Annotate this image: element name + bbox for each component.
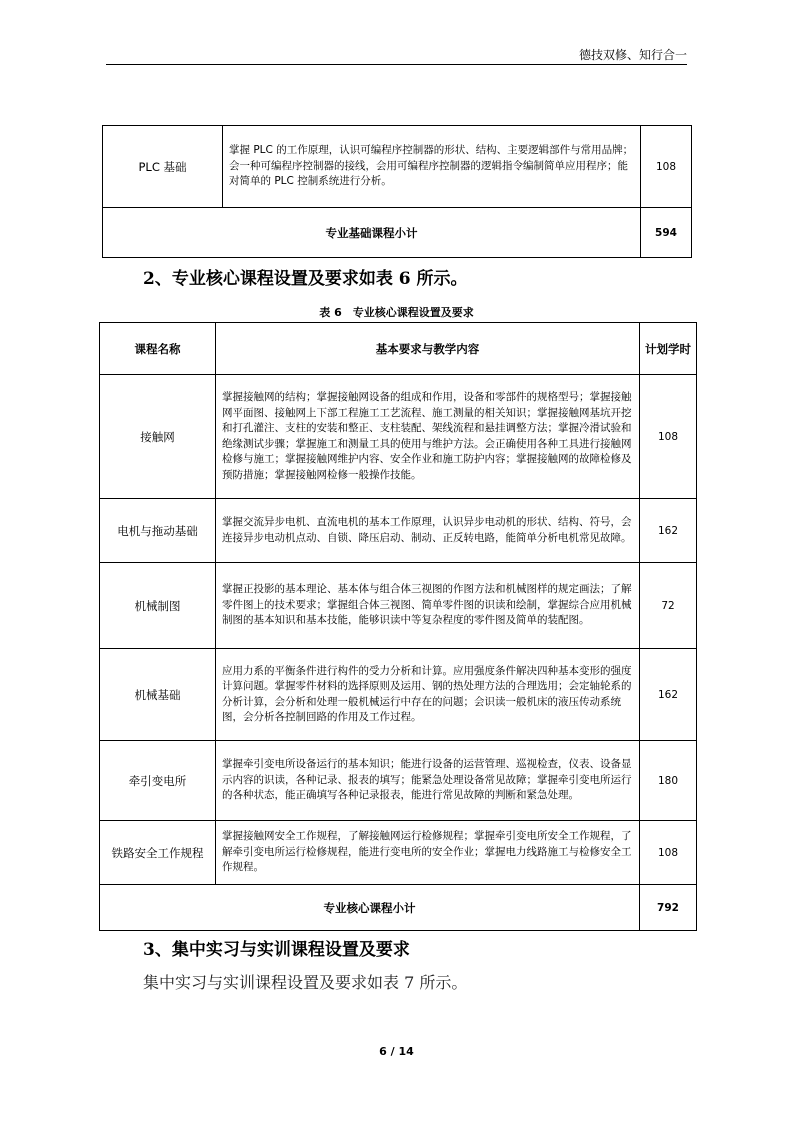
course-hours: 162: [640, 499, 697, 563]
course-content: 应用力系的平衡条件进行构件的受力分析和计算。应用强度条件解决四种基本变形的强度计算问题。掌握零件材料的选择原则及运用、钢的热处理方法的合理选用；会定轴轮系的分析计算，会分析和处理一般机械运行中存在的问题；会识读一般机床的液压传动系统图，会分析各控制回路的作用及工作过程。: [216, 649, 640, 741]
table-row: [100, 375, 697, 499]
header-hours: 计划学时: [640, 323, 697, 375]
section-3-paragraph: 集中实习与实训课程设置及要求如表 7 所示。: [143, 973, 468, 992]
course-name: 接触网: [100, 375, 216, 499]
table-row: [100, 649, 697, 741]
header-text: 德技双修、知行合一: [578, 48, 687, 62]
table-row: [103, 126, 692, 208]
section-2-title: 2、专业核心课程设置及要求如表 6 所示。: [143, 269, 468, 289]
subtotal-label: 专业基础课程小计: [103, 208, 641, 258]
header-divider: [106, 64, 687, 65]
course-name: PLC 基础: [103, 126, 223, 208]
course-content: 掌握接触网的结构；掌握接触网设备的组成和作用，设备和零部件的规格型号；掌握接触网平面图、接触网上下部工程施工工艺流程、施工测量的相关知识；掌握接触网基坑开挖和打孔灌注、支柱的安装和整正、支柱装配、架线流程和悬挂调整方法；掌握冷滑试验和绝缘测试步骤；掌握施工和测量工具的使用与维护方法。会正确使用各种工具进行接触网检修与施工；掌握接触网维护内容、安全作业和施工防护内容；掌握接触网的故障检修及预防措施；掌握接触网检修一般操作技能。: [216, 375, 640, 499]
header-course-name: 课程名称: [100, 323, 216, 375]
table-row: [100, 741, 697, 821]
course-content: 掌握接触网安全工作规程，了解接触网运行检修规程；掌握牵引变电所安全工作规程，了解牵引变电所运行检修规程，能进行变电所的安全作业；掌握电力线路施工与检修安全工作规程。: [216, 821, 640, 885]
subtotal-value: 594: [641, 208, 692, 258]
course-name: 机械基础: [100, 649, 216, 741]
core-course-table: [99, 322, 697, 931]
course-name: 机械制图: [100, 563, 216, 649]
page-number: 6 / 14: [379, 1045, 414, 1058]
course-name: 电机与拖动基础: [100, 499, 216, 563]
course-content: 掌握牵引变电所设备运行的基本知识；能进行设备的运营管理、巡视检查，仪表、设备显示内容的识读，各种记录、报表的填写；能紧急处理设备常见故障；掌握牵引变电所运行的各种状态，能正确填写各种记录报表，能进行常见故障的判断和紧急处理。: [216, 741, 640, 821]
course-hours: 180: [640, 741, 697, 821]
course-name: 铁路安全工作规程: [100, 821, 216, 885]
course-hours: 72: [640, 563, 697, 649]
subtotal-row: [103, 208, 692, 258]
course-content: 掌握交流异步电机、直流电机的基本工作原理，认识异步电动机的形状、结构、符号，会连接异步电动机点动、自锁、降压启动、制动、正反转电路，能简单分析电机常见故障。: [216, 499, 640, 563]
subtotal-row: [100, 885, 697, 931]
course-hours: 162: [640, 649, 697, 741]
course-hours: 108: [640, 375, 697, 499]
prev-table: [102, 125, 692, 258]
course-content: 掌握正投影的基本理论、基本体与组合体三视图的作图方法和机械图样的规定画法；了解零件图上的技术要求；掌握组合体三视图、简单零件图的识读和绘制，掌握综合应用机械制图的基本知识和基本技能，能够识读中等复杂程度的零件图及简单的装配图。: [216, 563, 640, 649]
header-content: 基本要求与教学内容: [216, 323, 640, 375]
course-name: 牵引变电所: [100, 741, 216, 821]
table-row: [100, 821, 697, 885]
subtotal-label: 专业核心课程小计: [100, 885, 640, 931]
course-hours: 108: [640, 821, 697, 885]
course-content: 掌握 PLC 的工作原理，认识可编程序控制器的形状、结构、主要逻辑部件与常用品牌；会一种可编程序控制器的接线，会用可编程序控制器的逻辑指令编制简单应用程序；能对简单的 PLC 控制系统进行分析。: [223, 126, 641, 208]
course-hours: 108: [641, 126, 692, 208]
table-caption: 表 6 专业核心课程设置及要求: [319, 306, 474, 319]
subtotal-value: 792: [640, 885, 697, 931]
table-row: [100, 563, 697, 649]
section-3-title: 3、集中实习与实训课程设置及要求: [143, 940, 410, 960]
table-header-row: [100, 323, 697, 375]
table-row: [100, 499, 697, 563]
